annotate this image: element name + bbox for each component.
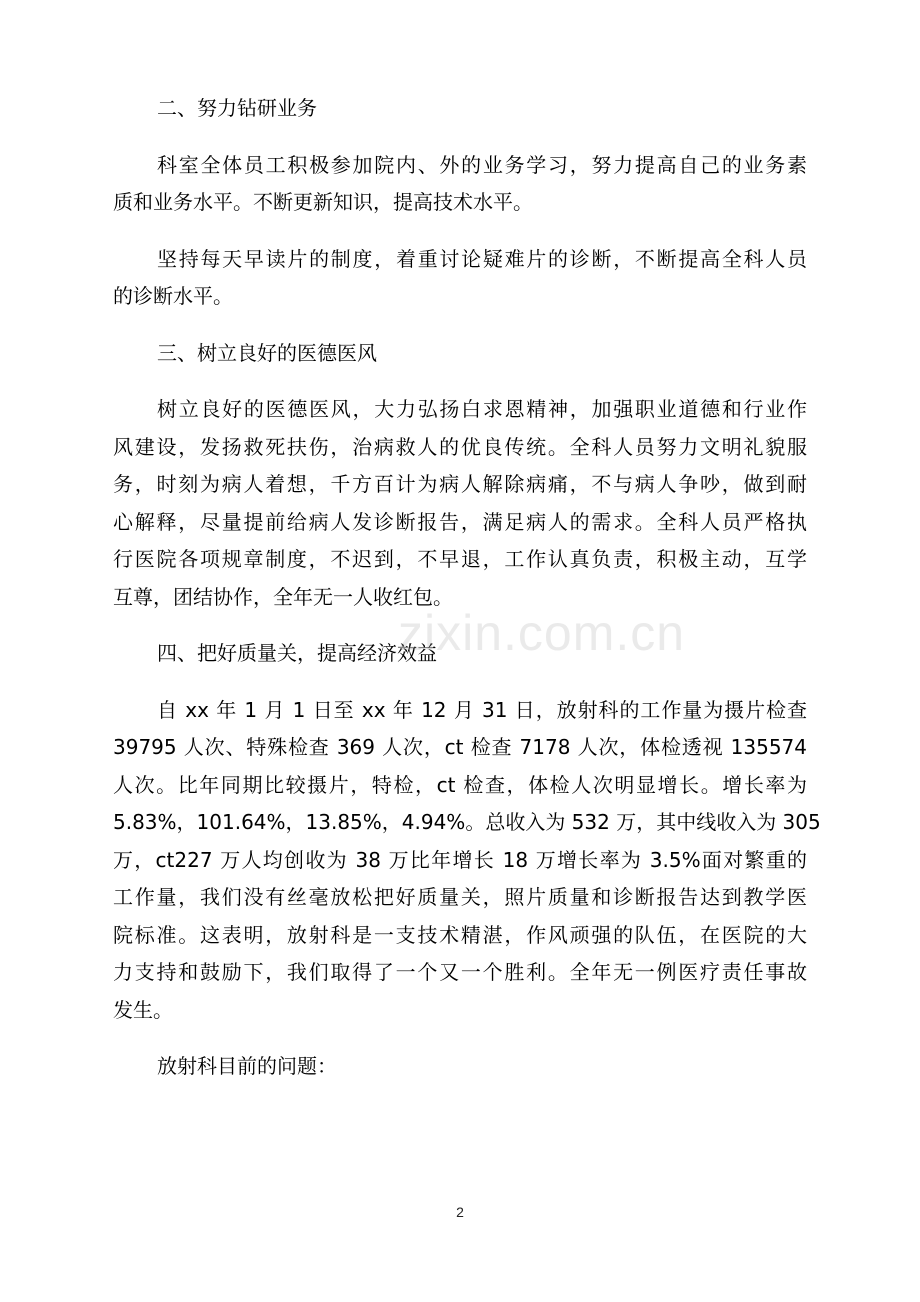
section-heading-2: 二、努力钻研业务: [157, 96, 317, 120]
section-heading-3: 三、树立良好的医德医风: [157, 340, 377, 365]
paragraph-line: 行医院各项规章制度，不迟到，不早退，工作认真负责，积极主动，互学: [113, 547, 807, 571]
paragraph-line: 风建设，发扬救死扶伤，治病救人的优良传统。全科人员努力文明礼貌服: [113, 434, 807, 459]
paragraph-line: 39795 人次、特殊检查 369 人次，ct 检查 7178 人次，体检透视 135574: [113, 735, 807, 759]
paragraph-line: 自 xx 年 1 月 1 日至 xx 年 12 月 31 日，放射科的工作量为摄片检查: [157, 697, 807, 722]
paragraph-line: 务，时刻为病人着想，千方百计为病人解除病痛，不与病人争吵，做到耐: [113, 472, 807, 496]
document-body: [113, 90, 821, 1086]
paragraph-line: 院标准。这表明，放射科是一支技术精湛，作风顽强的队伍，在医院的大: [113, 922, 807, 947]
paragraph-line: 坚持每天早读片的制度，着重讨论疑难片的诊断，不断提高全科人员: [157, 246, 807, 271]
paragraph-line: 树立良好的医德医风，大力弘扬白求恩精神，加强职业道德和行业作: [157, 397, 807, 421]
paragraph-line: 互尊，团结协作，全年无一人收红包。: [113, 584, 453, 609]
paragraph-line: 质和业务水平。不断更新知识，提高技术水平。: [113, 190, 533, 214]
section-heading-4: 四、把好质量关，提高经济效益: [157, 641, 437, 665]
paragraph-line: 发生。: [113, 997, 173, 1022]
watermark: zixin.com.cn: [398, 605, 686, 661]
paragraph-line: 心解释，尽量提前给病人发诊断报告，满足病人的需求。全科人员严格执: [113, 509, 807, 534]
paragraph-line: 力支持和鼓励下，我们取得了一个又一个胜利。全年无一例医疗责任事故: [113, 960, 807, 984]
paragraph-line: 科室全体员工积极参加院内、外的业务学习，努力提高自己的业务素: [157, 152, 807, 177]
paragraph-line: 万，ct227 万人均创收为 38 万比年增长 18 万增长率为 3.5%面对繁重的: [113, 847, 807, 872]
paragraph-line: 5.83%，101.64%，13.85%，4.94%。总收入为 532 万，其中线收入为 305: [113, 810, 821, 834]
paragraph-line: 人次。比年同期比较摄片，特检，ct 检查，体检人次明显增长。增长率为: [113, 772, 807, 797]
page-number: 2: [456, 1204, 464, 1220]
paragraph-line: 的诊断水平。: [113, 284, 233, 308]
paragraph-line: 工作量，我们没有丝毫放松把好质量关，照片质量和诊断报告达到教学医: [113, 885, 807, 909]
section-heading-problems: 放射科目前的问题：: [157, 1054, 337, 1078]
